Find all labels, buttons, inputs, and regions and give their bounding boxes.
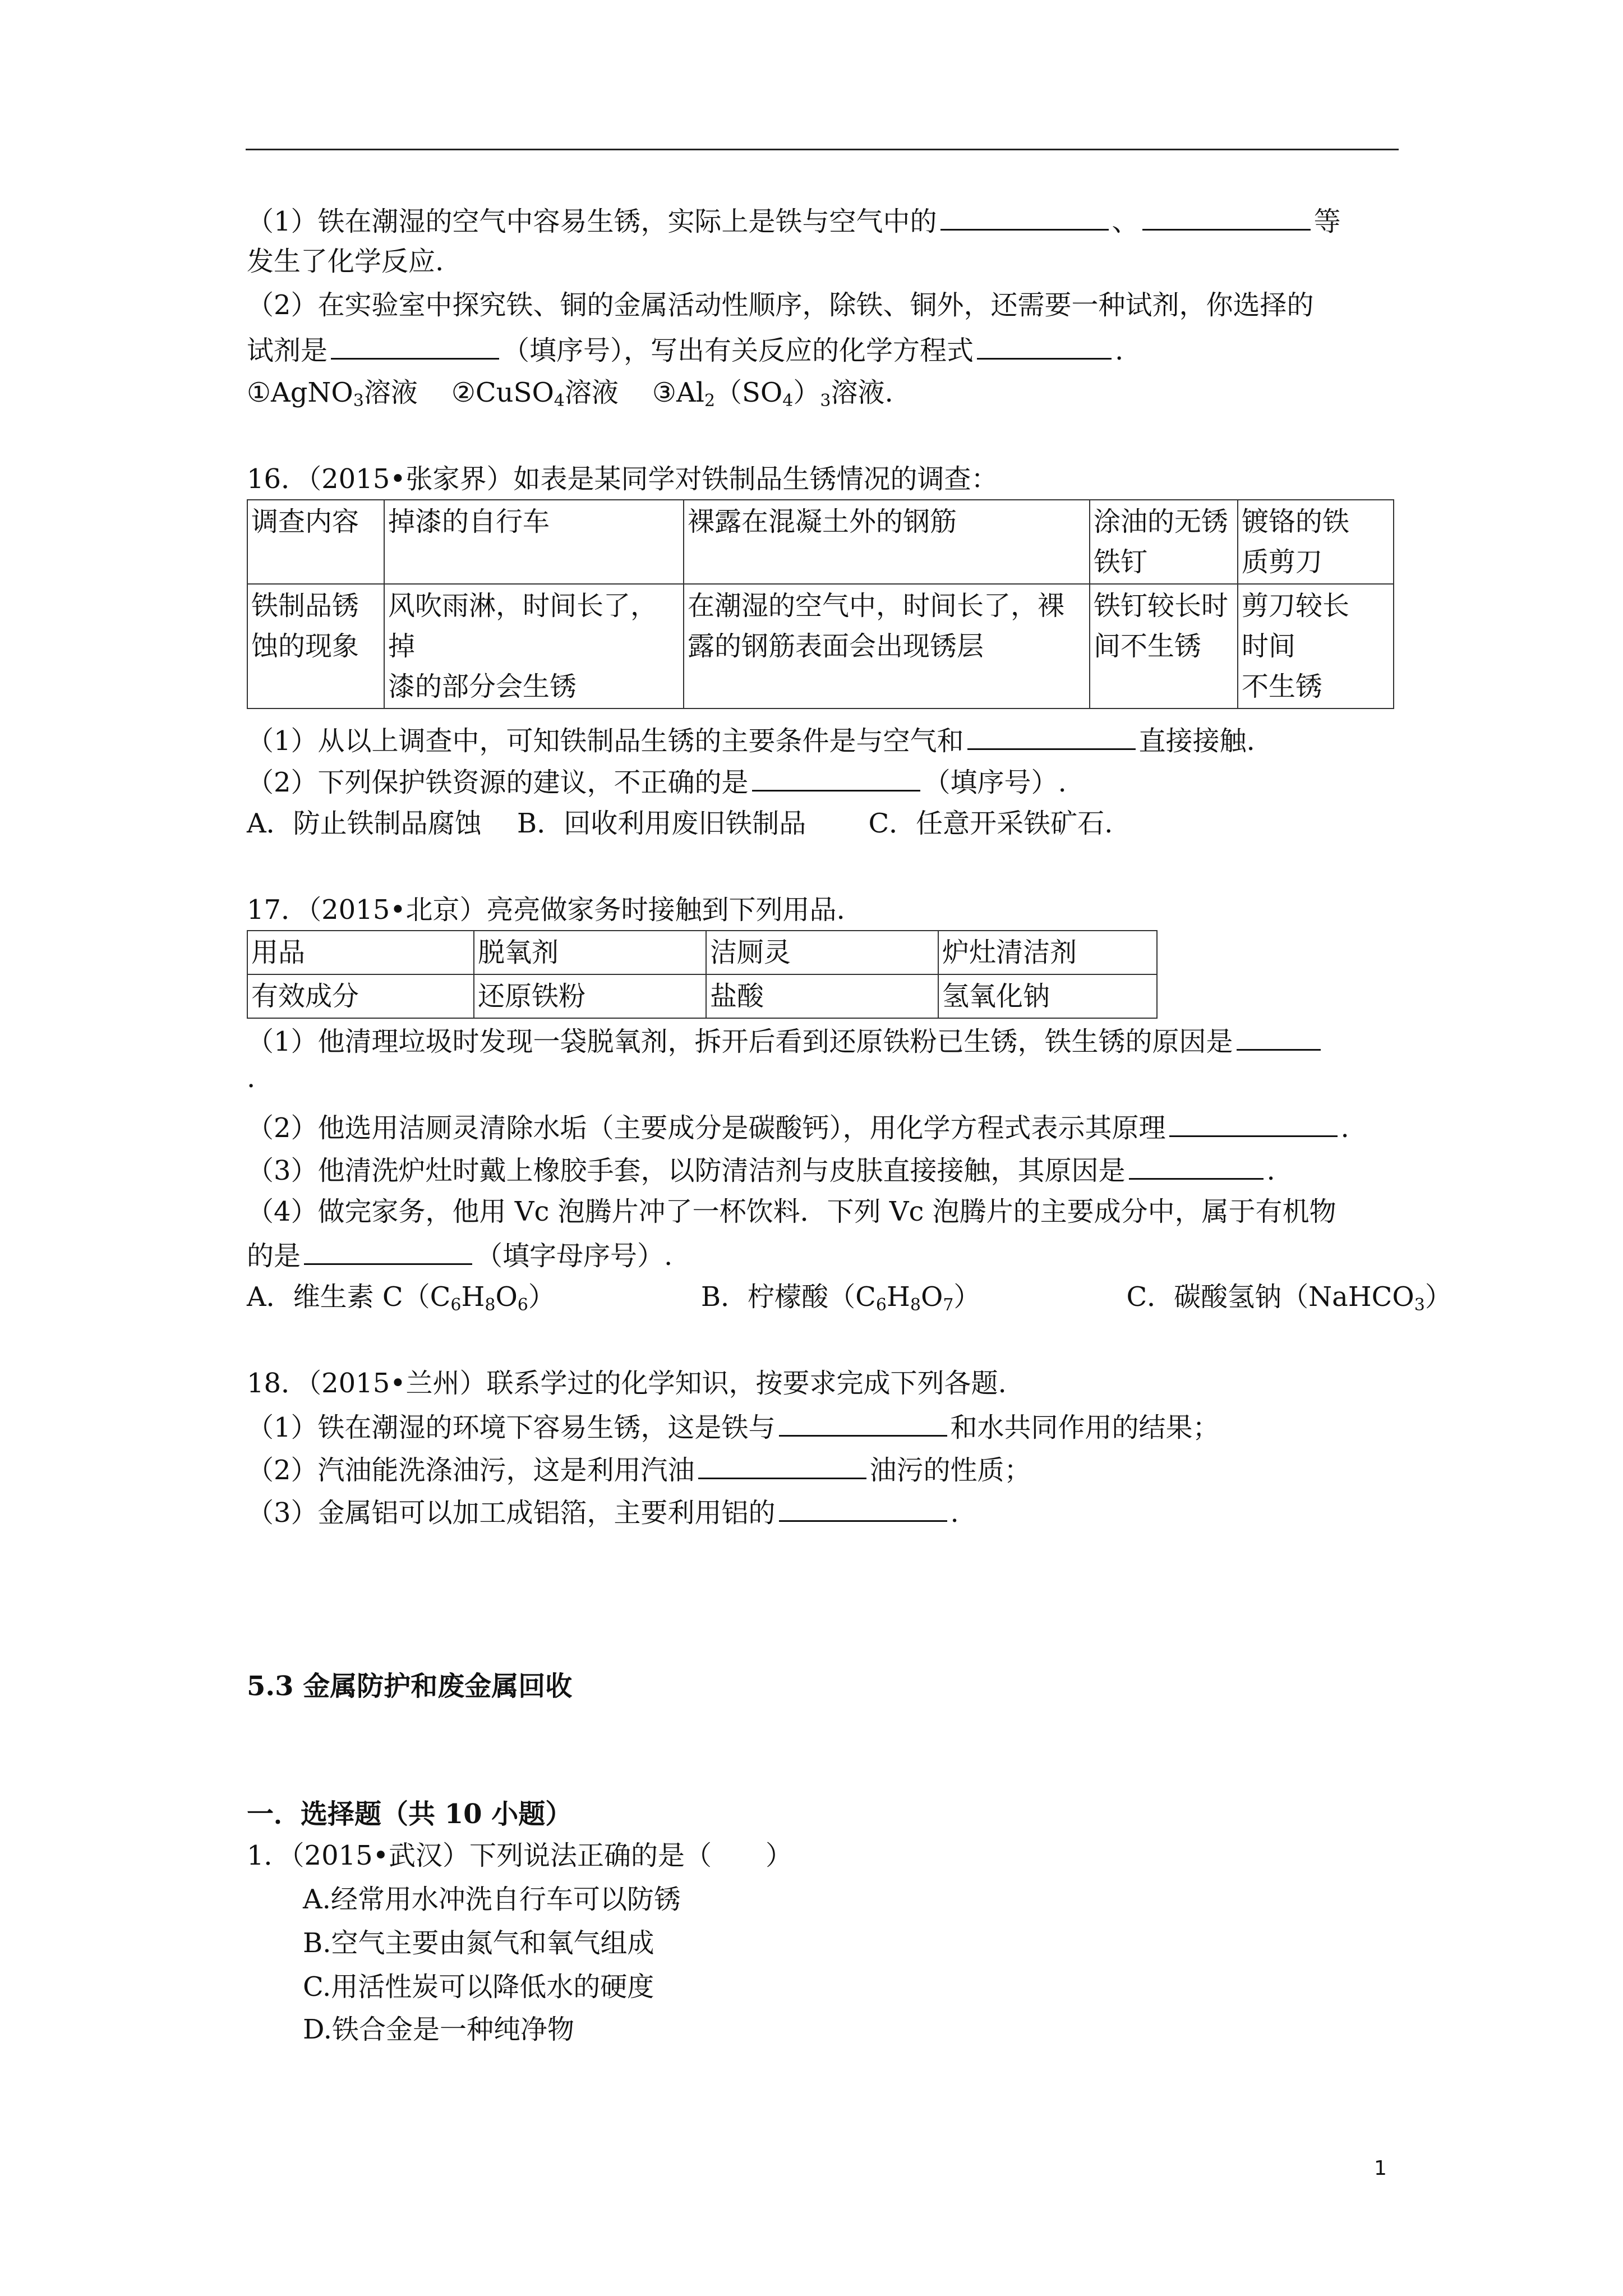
question-17-table — [247, 930, 1158, 1019]
question-17-part-2: （2）他选用洁厕灵清除水垢（主要成分是碳酸钙），用化学方程式表示其原理 . — [247, 1106, 1349, 1148]
table-cell: 镀铬的铁 质剪刀 — [1238, 500, 1394, 584]
table-cell: 在潮湿的空气中，时间长了，裸 露的钢筋表面会出现锈层 — [684, 584, 1090, 708]
answer-blank[interactable] — [698, 1448, 866, 1479]
question-17-part-4: （4）做完家务，他用 Vc 泡腾片冲了一杯饮料．下列 Vc 泡腾片的主要成分中，属于有机物 — [247, 1196, 1336, 1227]
table-cell: 剪刀较长 时间 不生锈 — [1238, 584, 1394, 708]
question-16-options: A．防止铁制品腐蚀 B．回收利用废旧铁制品 C．任意开采铁矿石. — [247, 808, 1113, 839]
table-cell: 用品 — [247, 931, 474, 974]
answer-blank[interactable] — [331, 329, 499, 360]
table-cell: 盐酸 — [706, 974, 938, 1018]
answer-blank[interactable] — [1129, 1149, 1264, 1180]
page-number: 1 — [1374, 2157, 1387, 2180]
answer-blank[interactable] — [779, 1406, 947, 1437]
question-17-title: 17．（2015•北京）亮亮做家务时接触到下列用品. — [247, 894, 845, 926]
table-cell: 炉灶清洁剂 — [938, 931, 1157, 974]
question-17-options: A．维生素 $C(C_6H_8O_6)$ B．柠檬酸$(C_6H_8O_7)$ C．碳酸氢钠（NaHCO$_3$） — [247, 1281, 1452, 1315]
table-cell: 脱氧剂 — [474, 931, 706, 974]
question-17-part-3: （3）他清洗炉灶时戴上橡胶手套，以防清洁剂与皮肤直接接触，其原因是 . — [247, 1149, 1275, 1191]
question-17-part-1-end: . — [247, 1062, 256, 1094]
table-cell: 有效成分 — [247, 974, 474, 1018]
table-cell: 裸露在混凝土外的钢筋 — [684, 500, 1090, 584]
answer-blank[interactable] — [752, 761, 920, 792]
answer-blank[interactable] — [304, 1234, 472, 1265]
answer-blank[interactable] — [1169, 1106, 1338, 1137]
table-cell: 氢氧化钠 — [938, 974, 1157, 1018]
table-cell: 掉漆的自行车 — [384, 500, 684, 584]
table-row — [247, 974, 1157, 1018]
prev-question-part-1: （1）铁在潮湿的空气中容易生锈，实际上是铁与空气中的 、 等 — [247, 200, 1341, 242]
table-cell: 铁制品锈 蚀的现象 — [247, 584, 384, 708]
question-1-option-a[interactable]: A.经常用水冲洗自行车可以防锈 — [303, 1884, 681, 1915]
question-17-part-1: （1）他清理垃圾时发现一袋脱氧剂，拆开后看到还原铁粉已生锈，铁生锈的原因是 — [247, 1020, 1324, 1062]
question-1-option-d[interactable]: D.铁合金是一种纯净物 — [303, 2014, 575, 2045]
table-cell: 还原铁粉 — [474, 974, 706, 1018]
prev-question-part-1-cont: 发生了化学反应. — [247, 246, 444, 277]
table-row — [247, 500, 1394, 584]
section-subtitle: 一．选择题（共 10 小题） — [247, 1798, 573, 1830]
question-16-title: 16．（2015•张家界）如表是某同学对铁制品生锈情况的调查： — [247, 463, 998, 495]
answer-blank[interactable] — [967, 719, 1136, 750]
prev-question-part-2: （2）在实验室中探究铁、铜的金属活动性顺序，除铁、铜外，还需要一种试剂，你选择的 — [247, 289, 1314, 321]
answer-blank[interactable] — [1237, 1020, 1321, 1051]
question-1-option-c[interactable]: C.用活性炭可以降低水的硬度 — [303, 1971, 654, 2003]
question-1-option-b[interactable]: B.空气主要由氮气和氧气组成 — [303, 1927, 654, 1959]
question-16-table — [247, 499, 1394, 709]
table-cell: 风吹雨淋，时间长了，掉 漆的部分会生锈 — [384, 584, 684, 708]
answer-blank[interactable] — [940, 200, 1109, 231]
table-cell: 洁厕灵 — [706, 931, 938, 974]
table-row — [247, 931, 1157, 974]
question-18-title: 18．（2015•兰州）联系学过的化学知识，按要求完成下列各题. — [247, 1368, 1007, 1399]
question-1-title: 1．（2015•武汉）下列说法正确的是（ ） — [247, 1840, 793, 1871]
section-title: 5.3 金属防护和废金属回收 — [247, 1671, 573, 1702]
answer-blank[interactable] — [779, 1491, 947, 1522]
table-cell: 铁钉较长时 间不生锈 — [1090, 584, 1238, 708]
question-16-part-1: （1）从以上调查中，可知铁制品生锈的主要条件是与空气和 直接接触. — [247, 719, 1255, 761]
question-18-part-3: （3）金属铝可以加工成铝箔，主要利用铝的 . — [247, 1491, 959, 1533]
table-cell: 涂油的无锈 铁钉 — [1090, 500, 1238, 584]
prev-question-part-2-cont: 试剂是 （填序号），写出有关反应的化学方程式 . — [247, 329, 1123, 371]
question-18-part-1: （1）铁在潮湿的环境下容易生锈，这是铁与 和水共同作用的结果； — [247, 1406, 1220, 1448]
table-cell: 调查内容 — [247, 500, 384, 584]
header-rule — [246, 149, 1399, 150]
table-row — [247, 584, 1394, 708]
answer-blank[interactable] — [977, 329, 1112, 360]
question-17-part-4-cont: 的是 （填字母序号）. — [247, 1234, 672, 1276]
prev-question-options: ①AgNO$_3$溶液 ②CuSO$_4$溶液 $③Al_2(SO_4)_3$溶液. — [247, 377, 893, 411]
question-18-part-2: （2）汽油能洗涤油污，这是利用汽油 油污的性质； — [247, 1448, 1031, 1490]
answer-blank[interactable] — [1142, 200, 1311, 231]
question-16-part-2: （2）下列保护铁资源的建议，不正确的是 （填序号）. — [247, 761, 1067, 803]
